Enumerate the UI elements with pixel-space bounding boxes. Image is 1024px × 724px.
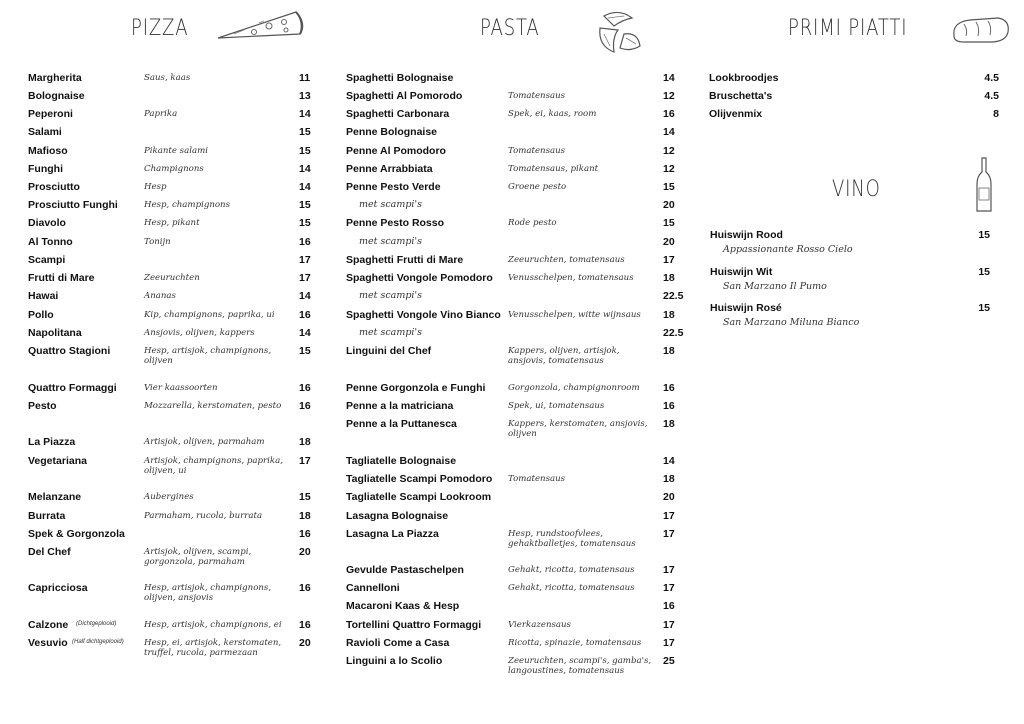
menu-item-row	[28, 290, 313, 306]
item-price: 15	[299, 491, 311, 503]
item-name: Spaghetti Vongole Vino Bianco	[346, 309, 501, 321]
wine-item-row	[710, 266, 992, 296]
menu-item-row	[28, 546, 313, 567]
item-name: Bolognaise	[28, 90, 85, 102]
menu-item-row	[28, 199, 313, 215]
item-name: Scampi	[28, 254, 66, 266]
item-name: Melanzane	[28, 491, 82, 503]
item-price: 22.5	[663, 290, 684, 302]
menu-item-row	[346, 637, 686, 653]
item-price: 4.5	[984, 72, 999, 84]
wine-name: Huiswijn Wit	[710, 266, 773, 278]
menu-item-row	[709, 90, 999, 106]
item-price: 14	[299, 108, 311, 120]
menu-item-row	[28, 382, 313, 398]
item-variant: met scampi's	[359, 327, 422, 338]
menu-item-row	[346, 600, 686, 616]
menu-item-row	[709, 72, 999, 88]
wine-price: 15	[978, 266, 990, 278]
item-description: Spek, ui, tomatensaus	[508, 401, 605, 411]
pizza-slice-icon	[214, 8, 306, 46]
item-price: 8	[993, 108, 999, 120]
item-description: Ricotta, spinazie, tomatensaus	[508, 638, 642, 648]
item-name: Lasagna Bolognaise	[346, 510, 449, 522]
item-name: Penne Pesto Rosso	[346, 217, 445, 229]
item-description: Aubergines	[144, 492, 194, 502]
item-price: 16	[299, 619, 311, 631]
item-name: Burrata	[28, 510, 66, 522]
item-price: 12	[663, 90, 675, 102]
menu-item-row	[28, 327, 313, 343]
item-name: Quattro Formaggi	[28, 382, 117, 394]
menu-item-row	[346, 582, 686, 598]
item-price: 16	[299, 382, 311, 394]
item-price: 14	[299, 290, 311, 302]
menu-item-row	[28, 309, 313, 325]
item-description: Hesp, artisjok, champignons, olijven, ansjovis	[144, 583, 272, 603]
menu-item-row	[28, 528, 313, 544]
menu-item-row	[28, 436, 313, 452]
item-price: 16	[299, 528, 311, 540]
item-description: Gorgonzola, champignonroom	[508, 383, 640, 393]
item-name: Pollo	[28, 309, 54, 321]
item-description: Zeeuruchten, scampi's, gamba's, langoustines, tomatensaus	[508, 656, 652, 676]
menu-item-row	[346, 108, 686, 124]
item-price: 14	[299, 181, 311, 193]
menu-item-row	[28, 217, 313, 233]
item-description: Saus, kaas	[144, 73, 191, 83]
wine-bottle-icon	[974, 156, 994, 214]
heading-pasta: PASTA	[480, 16, 540, 41]
item-description: Spek, ei, kaas, room	[508, 109, 597, 119]
menu-item-row	[28, 272, 313, 288]
item-name: Penne Al Pomodoro	[346, 145, 446, 157]
item-name: Penne Arrabbiata	[346, 163, 433, 175]
item-description: Paprika	[144, 109, 178, 119]
item-price: 11	[299, 72, 311, 84]
item-name: Penne Bolognaise	[346, 126, 438, 138]
item-price: 12	[663, 163, 675, 175]
item-price: 15	[299, 145, 311, 157]
item-name: Spaghetti Carbonara	[346, 108, 450, 120]
menu-item-row	[346, 510, 686, 526]
item-name: Bruschetta's	[709, 90, 773, 102]
item-price: 13	[299, 90, 311, 102]
item-price: 20	[663, 199, 675, 211]
item-price: 15	[299, 345, 311, 357]
menu-item-row	[28, 236, 313, 252]
item-name: Olijvenmix	[709, 108, 763, 120]
menu-item-row	[28, 145, 313, 161]
item-name: Pesto	[28, 400, 57, 412]
item-name: Hawai	[28, 290, 59, 302]
menu-item-row	[346, 145, 686, 161]
menu-item-row	[346, 655, 686, 676]
item-name: Penne Pesto Verde	[346, 181, 441, 193]
wine-item-row	[710, 302, 992, 332]
menu-item-row	[28, 491, 313, 507]
item-description: Champignons	[144, 164, 204, 174]
item-description: Mozzarella, kerstomaten, pesto	[144, 401, 282, 411]
item-name: Spek & Gorgonzola	[28, 528, 125, 540]
item-price: 14	[299, 327, 311, 339]
item-description: Kappers, olijven, artisjok, ansjovis, tomatensaus	[508, 346, 620, 366]
item-description: Rode pesto	[508, 218, 557, 228]
item-name: Penne a la Puttanesca	[346, 418, 457, 430]
item-description: Venusschelpen, witte wijnsaus	[508, 310, 641, 320]
menu-item-row	[346, 236, 686, 252]
item-name: Linguini a lo Scolio	[346, 655, 443, 667]
wine-description: San Marzano Miluna Bianco	[723, 317, 860, 328]
menu-item-row	[346, 382, 686, 398]
item-description: Vierkazensaus	[508, 620, 571, 630]
item-price: 17	[663, 254, 675, 266]
item-price: 16	[299, 309, 311, 321]
item-name: Diavolo	[28, 217, 66, 229]
item-name: Prosciutto	[28, 181, 80, 193]
menu-item-row	[346, 254, 686, 270]
menu-item-row	[28, 163, 313, 179]
item-name: Napolitana	[28, 327, 82, 339]
menu-item-row	[346, 400, 686, 416]
item-price: 15	[299, 199, 311, 211]
item-name: Vegetariana	[28, 455, 87, 467]
item-price: 17	[663, 564, 675, 576]
item-price: 14	[299, 163, 311, 175]
item-price: 16	[663, 600, 675, 612]
item-description: Ansjovis, olijven, kappers	[144, 328, 255, 338]
wine-name: Huiswijn Rood	[710, 229, 783, 241]
item-name: Cannelloni	[346, 582, 400, 594]
item-name: Penne a la matriciana	[346, 400, 454, 412]
item-price: 18	[663, 418, 675, 430]
menu-item-row	[346, 491, 686, 507]
item-description: Tomatensaus	[508, 91, 566, 101]
menu-item-row	[28, 254, 313, 270]
item-description: Artisjok, champignons, paprika, olijven, ui	[144, 456, 283, 476]
item-price: 14	[663, 455, 675, 467]
item-description: Tomatensaus	[508, 474, 566, 484]
item-name: Spaghetti Vongole Pomodoro	[346, 272, 493, 284]
item-description: Tomatensaus	[508, 146, 566, 156]
menu-item-row	[28, 126, 313, 142]
item-price: 17	[299, 272, 311, 284]
item-price: 16	[663, 400, 675, 412]
item-price: 17	[299, 254, 311, 266]
menu-item-row	[346, 327, 686, 343]
item-price: 15	[299, 126, 311, 138]
item-name: Peperoni	[28, 108, 73, 120]
menu-item-row	[346, 455, 686, 471]
item-name: Spaghetti Bolognaise	[346, 72, 454, 84]
menu-item-row	[28, 619, 313, 635]
item-name: Vesuvio	[28, 637, 68, 649]
item-price: 16	[299, 400, 311, 412]
item-description: Groene pesto	[508, 182, 567, 192]
item-price: 20	[299, 637, 311, 649]
item-price: 17	[299, 455, 311, 467]
item-price: 20	[663, 236, 675, 248]
item-description: Hesp	[144, 182, 167, 192]
item-price: 17	[663, 528, 675, 540]
item-price: 17	[663, 582, 675, 594]
menu-item-row	[709, 108, 999, 124]
item-price: 15	[663, 217, 675, 229]
wine-price: 15	[978, 302, 990, 314]
menu-item-row	[28, 72, 313, 88]
menu-item-row	[346, 528, 686, 549]
menu-item-row	[28, 108, 313, 124]
item-name: Tortellini Quattro Formaggi	[346, 619, 482, 631]
item-price: 16	[663, 382, 675, 394]
item-description: Pikante salami	[144, 146, 208, 156]
item-price: 15	[663, 181, 675, 193]
menu-item-row	[346, 473, 686, 489]
item-name: Del Chef	[28, 546, 71, 558]
item-name: Tagliatelle Scampi Pomodoro	[346, 473, 493, 485]
item-price: 20	[299, 546, 311, 558]
item-name: Spaghetti Frutti di Mare	[346, 254, 464, 266]
item-price: 18	[663, 473, 675, 485]
menu-item-row	[346, 290, 686, 306]
item-price: 25	[663, 655, 675, 667]
item-description: Tonijn	[144, 237, 171, 247]
heading-vino: VINO	[832, 177, 881, 202]
item-variant: met scampi's	[359, 199, 422, 210]
pasta-icon	[594, 6, 644, 56]
heading-primi-piatti: PRIMI PIATTI	[788, 16, 908, 41]
item-name: Prosciutto Funghi	[28, 199, 118, 211]
item-price: 16	[299, 582, 311, 594]
menu-item-row	[28, 345, 313, 366]
wine-name: Huiswijn Rosé	[710, 302, 782, 314]
item-description: Zeeuruchten, tomatensaus	[508, 255, 625, 265]
menu-item-row	[346, 619, 686, 635]
menu-item-row	[346, 199, 686, 215]
item-price: 22.5	[663, 327, 684, 339]
menu-item-row	[346, 345, 686, 366]
item-name: Ravioli Come a Casa	[346, 637, 450, 649]
item-description: Kip, champignons, paprika, ui	[144, 310, 275, 320]
item-name: Frutti di Mare	[28, 272, 95, 284]
item-name: Tagliatelle Scampi Lookroom	[346, 491, 492, 503]
item-description: Venusschelpen, tomatensaus	[508, 273, 634, 283]
item-description: Artisjok, olijven, scampi, gorgonzola, parmaham	[144, 547, 252, 567]
item-price: 12	[663, 145, 675, 157]
menu-item-row	[346, 418, 686, 439]
item-description: Parmaham, rucola, burrata	[144, 511, 263, 521]
item-description: Zeeuruchten	[144, 273, 200, 283]
menu-item-row	[346, 163, 686, 179]
item-price: 18	[299, 510, 311, 522]
item-price: 17	[663, 619, 675, 631]
item-price: 16	[663, 108, 675, 120]
item-name: Penne Gorgonzola e Funghi	[346, 382, 486, 394]
item-name: Lookbroodjes	[709, 72, 779, 84]
item-price: 18	[663, 345, 675, 357]
item-description: Gehakt, ricotta, tomatensaus	[508, 565, 635, 575]
item-name: Macaroni Kaas & Hesp	[346, 600, 460, 612]
item-name: Linguini del Chef	[346, 345, 432, 357]
item-name: Mafioso	[28, 145, 68, 157]
wine-description: Appassionante Rosso Cielo	[723, 244, 853, 255]
item-name: Al Tonno	[28, 236, 73, 248]
item-price: 17	[663, 510, 675, 522]
item-description: Hesp, champignons	[144, 200, 230, 210]
item-description: Hesp, pikant	[144, 218, 200, 228]
item-name: La Piazza	[28, 436, 76, 448]
menu-item-row	[346, 564, 686, 580]
item-name: Tagliatelle Bolognaise	[346, 455, 457, 467]
bread-icon	[950, 14, 1012, 46]
menu-item-row	[346, 126, 686, 142]
item-name: Calzone	[28, 619, 69, 631]
item-note: (Half dichtgeplooid)	[72, 639, 124, 645]
item-description: Artisjok, olijven, parmaham	[144, 437, 265, 447]
item-price: 17	[663, 637, 675, 649]
item-price: 18	[663, 272, 675, 284]
item-price: 16	[299, 236, 311, 248]
item-variant: met scampi's	[359, 290, 422, 301]
menu-item-row	[28, 637, 313, 658]
item-price: 18	[663, 309, 675, 321]
wine-description: San Marzano Il Pumo	[723, 281, 827, 292]
item-price: 18	[299, 436, 311, 448]
item-note: (Dichtgeplooid)	[76, 621, 117, 627]
item-description: Hesp, artisjok, champignons, ei	[144, 620, 282, 630]
menu-item-row	[346, 181, 686, 197]
menu-item-row	[28, 510, 313, 526]
item-price: 14	[663, 126, 675, 138]
item-name: Quattro Stagioni	[28, 345, 111, 357]
item-description: Kappers, kerstomaten, ansjovis, olijven	[508, 419, 648, 439]
item-description: Gehakt, ricotta, tomatensaus	[508, 583, 635, 593]
menu-item-row	[346, 309, 686, 325]
heading-pizza: PIZZA	[131, 16, 189, 41]
item-variant: met scampi's	[359, 236, 422, 247]
item-name: Margherita	[28, 72, 82, 84]
item-price: 15	[299, 217, 311, 229]
item-description: Vier kaassoorten	[144, 383, 218, 393]
item-price: 14	[663, 72, 675, 84]
item-name: Funghi	[28, 163, 63, 175]
wine-item-row	[710, 229, 992, 259]
menu-item-row	[28, 181, 313, 197]
item-description: Tomatensaus, pikant	[508, 164, 599, 174]
item-description: Hesp, artisjok, champignons, olijven	[144, 346, 272, 366]
menu-item-row	[28, 582, 313, 603]
wine-price: 15	[978, 229, 990, 241]
item-description: Ananas	[144, 291, 176, 301]
item-name: Salami	[28, 126, 62, 138]
menu-item-row	[346, 90, 686, 106]
item-name: Gevulde Pastaschelpen	[346, 564, 464, 576]
item-price: 4.5	[984, 90, 999, 102]
item-description: Hesp, rundstoofvlees, gehaktballetjes, tomatensaus	[508, 529, 636, 549]
menu-item-row	[346, 272, 686, 288]
menu-item-row	[346, 217, 686, 233]
menu-item-row	[28, 400, 313, 416]
item-name: Lasagna La Piazza	[346, 528, 439, 540]
item-name: Capricciosa	[28, 582, 88, 594]
menu-item-row	[346, 72, 686, 88]
menu-item-row	[28, 90, 313, 106]
item-description: Hesp, ei, artisjok, kerstomaten, truffel, rucola, parmezaan	[144, 638, 282, 658]
menu-item-row	[28, 455, 313, 476]
item-name: Spaghetti Al Pomorodo	[346, 90, 463, 102]
item-price: 20	[663, 491, 675, 503]
